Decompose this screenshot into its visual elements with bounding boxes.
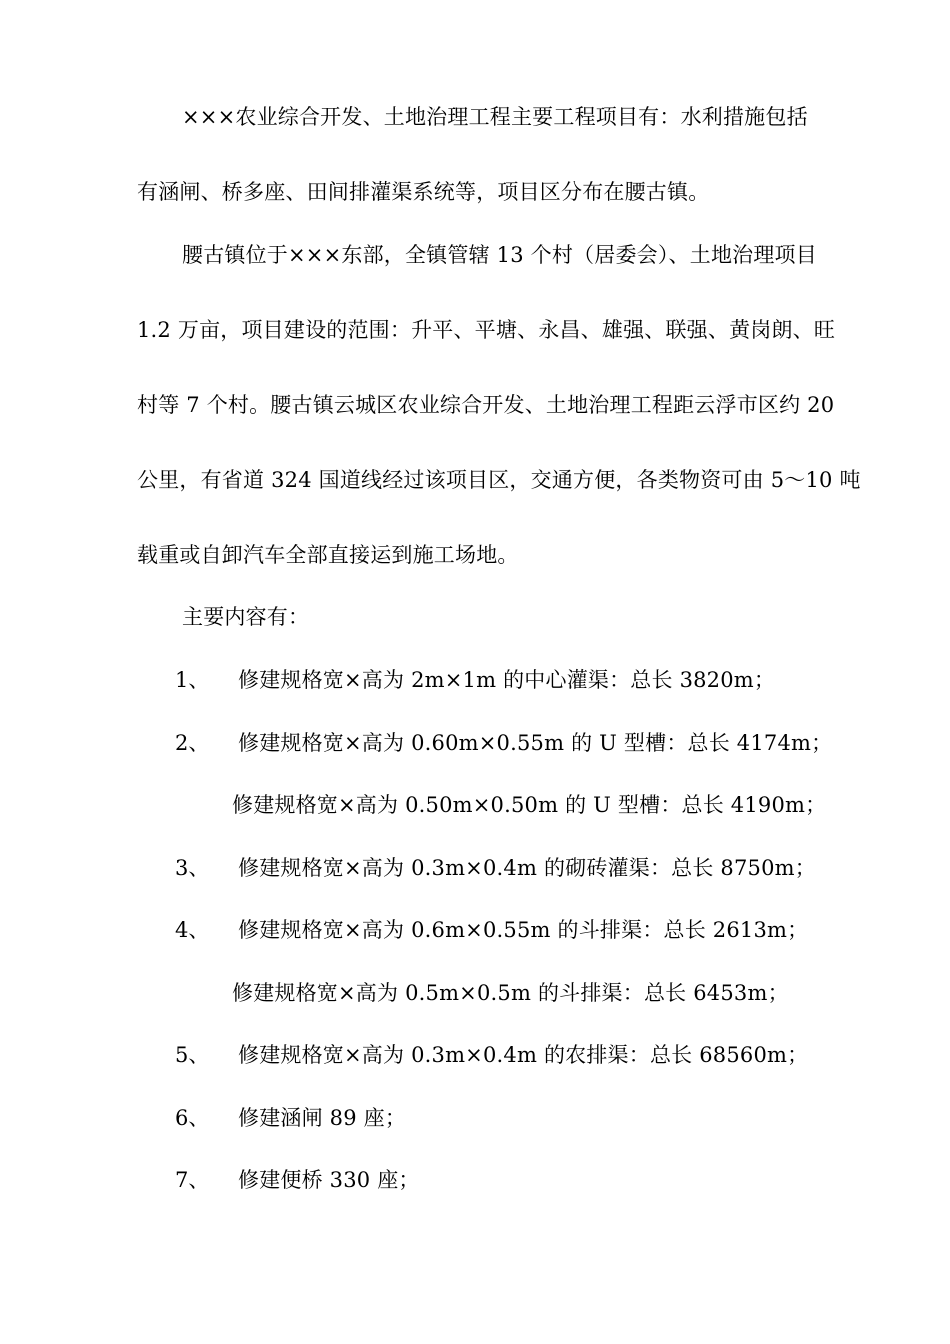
item-text: 修建规格宽×高为 0.3m×0.4m 的砌砖灌渠：总长 8750m； bbox=[238, 856, 816, 880]
item-number: 5、 bbox=[175, 1043, 210, 1067]
item-text: 修建便桥 330 座； bbox=[238, 1168, 420, 1192]
item-text-continuation: 修建规格宽×高为 0.50m×0.50m 的 U 型槽：总长 4190m； bbox=[232, 793, 827, 817]
item-number: 2、 bbox=[175, 731, 210, 755]
item-number: 7、 bbox=[175, 1168, 210, 1192]
paragraph-2-line-1: 腰古镇位于×××东部，全镇管辖 13 个村（居委会）、土地治理项目 bbox=[182, 243, 817, 267]
item-number: 3、 bbox=[175, 856, 210, 880]
paragraph-2-line-3: 村等 7 个村。腰古镇云城区农业综合开发、土地治理工程距云浮市区约 20 bbox=[137, 393, 835, 417]
paragraph-1-line-1: ×××农业综合开发、土地治理工程主要工程项目有：水利措施包括 bbox=[182, 105, 808, 129]
item-text: 修建规格宽×高为 0.6m×0.55m 的斗排渠：总长 2613m； bbox=[238, 918, 809, 942]
item-number: 1、 bbox=[175, 668, 210, 692]
paragraph-2-line-5: 载重或自卸汽车全部直接运到施工场地。 bbox=[137, 543, 519, 567]
item-number: 4、 bbox=[175, 918, 210, 942]
item-text-continuation: 修建规格宽×高为 0.5m×0.5m 的斗排渠：总长 6453m； bbox=[232, 981, 789, 1005]
item-text: 修建规格宽×高为 0.60m×0.55m 的 U 型槽：总长 4174m； bbox=[238, 731, 833, 755]
item-text: 修建涵闸 89 座； bbox=[238, 1106, 407, 1130]
item-number: 6、 bbox=[175, 1106, 210, 1130]
paragraph-2-line-4: 公里，有省道 324 国道线经过该项目区，交通方便，各类物资可由 5～10 吨 bbox=[137, 468, 861, 492]
section-heading: 主要内容有： bbox=[182, 605, 310, 629]
item-text: 修建规格宽×高为 2m×1m 的中心灌渠：总长 3820m； bbox=[238, 668, 776, 692]
paragraph-2-line-2: 1.2 万亩，项目建设的范围：升平、平塘、永昌、雄强、联强、黄岗朗、旺 bbox=[137, 318, 836, 342]
item-text: 修建规格宽×高为 0.3m×0.4m 的农排渠：总长 68560m； bbox=[238, 1043, 809, 1067]
paragraph-1-line-2: 有涵闸、桥多座、田间排灌渠系统等，项目区分布在腰古镇。 bbox=[137, 180, 710, 204]
